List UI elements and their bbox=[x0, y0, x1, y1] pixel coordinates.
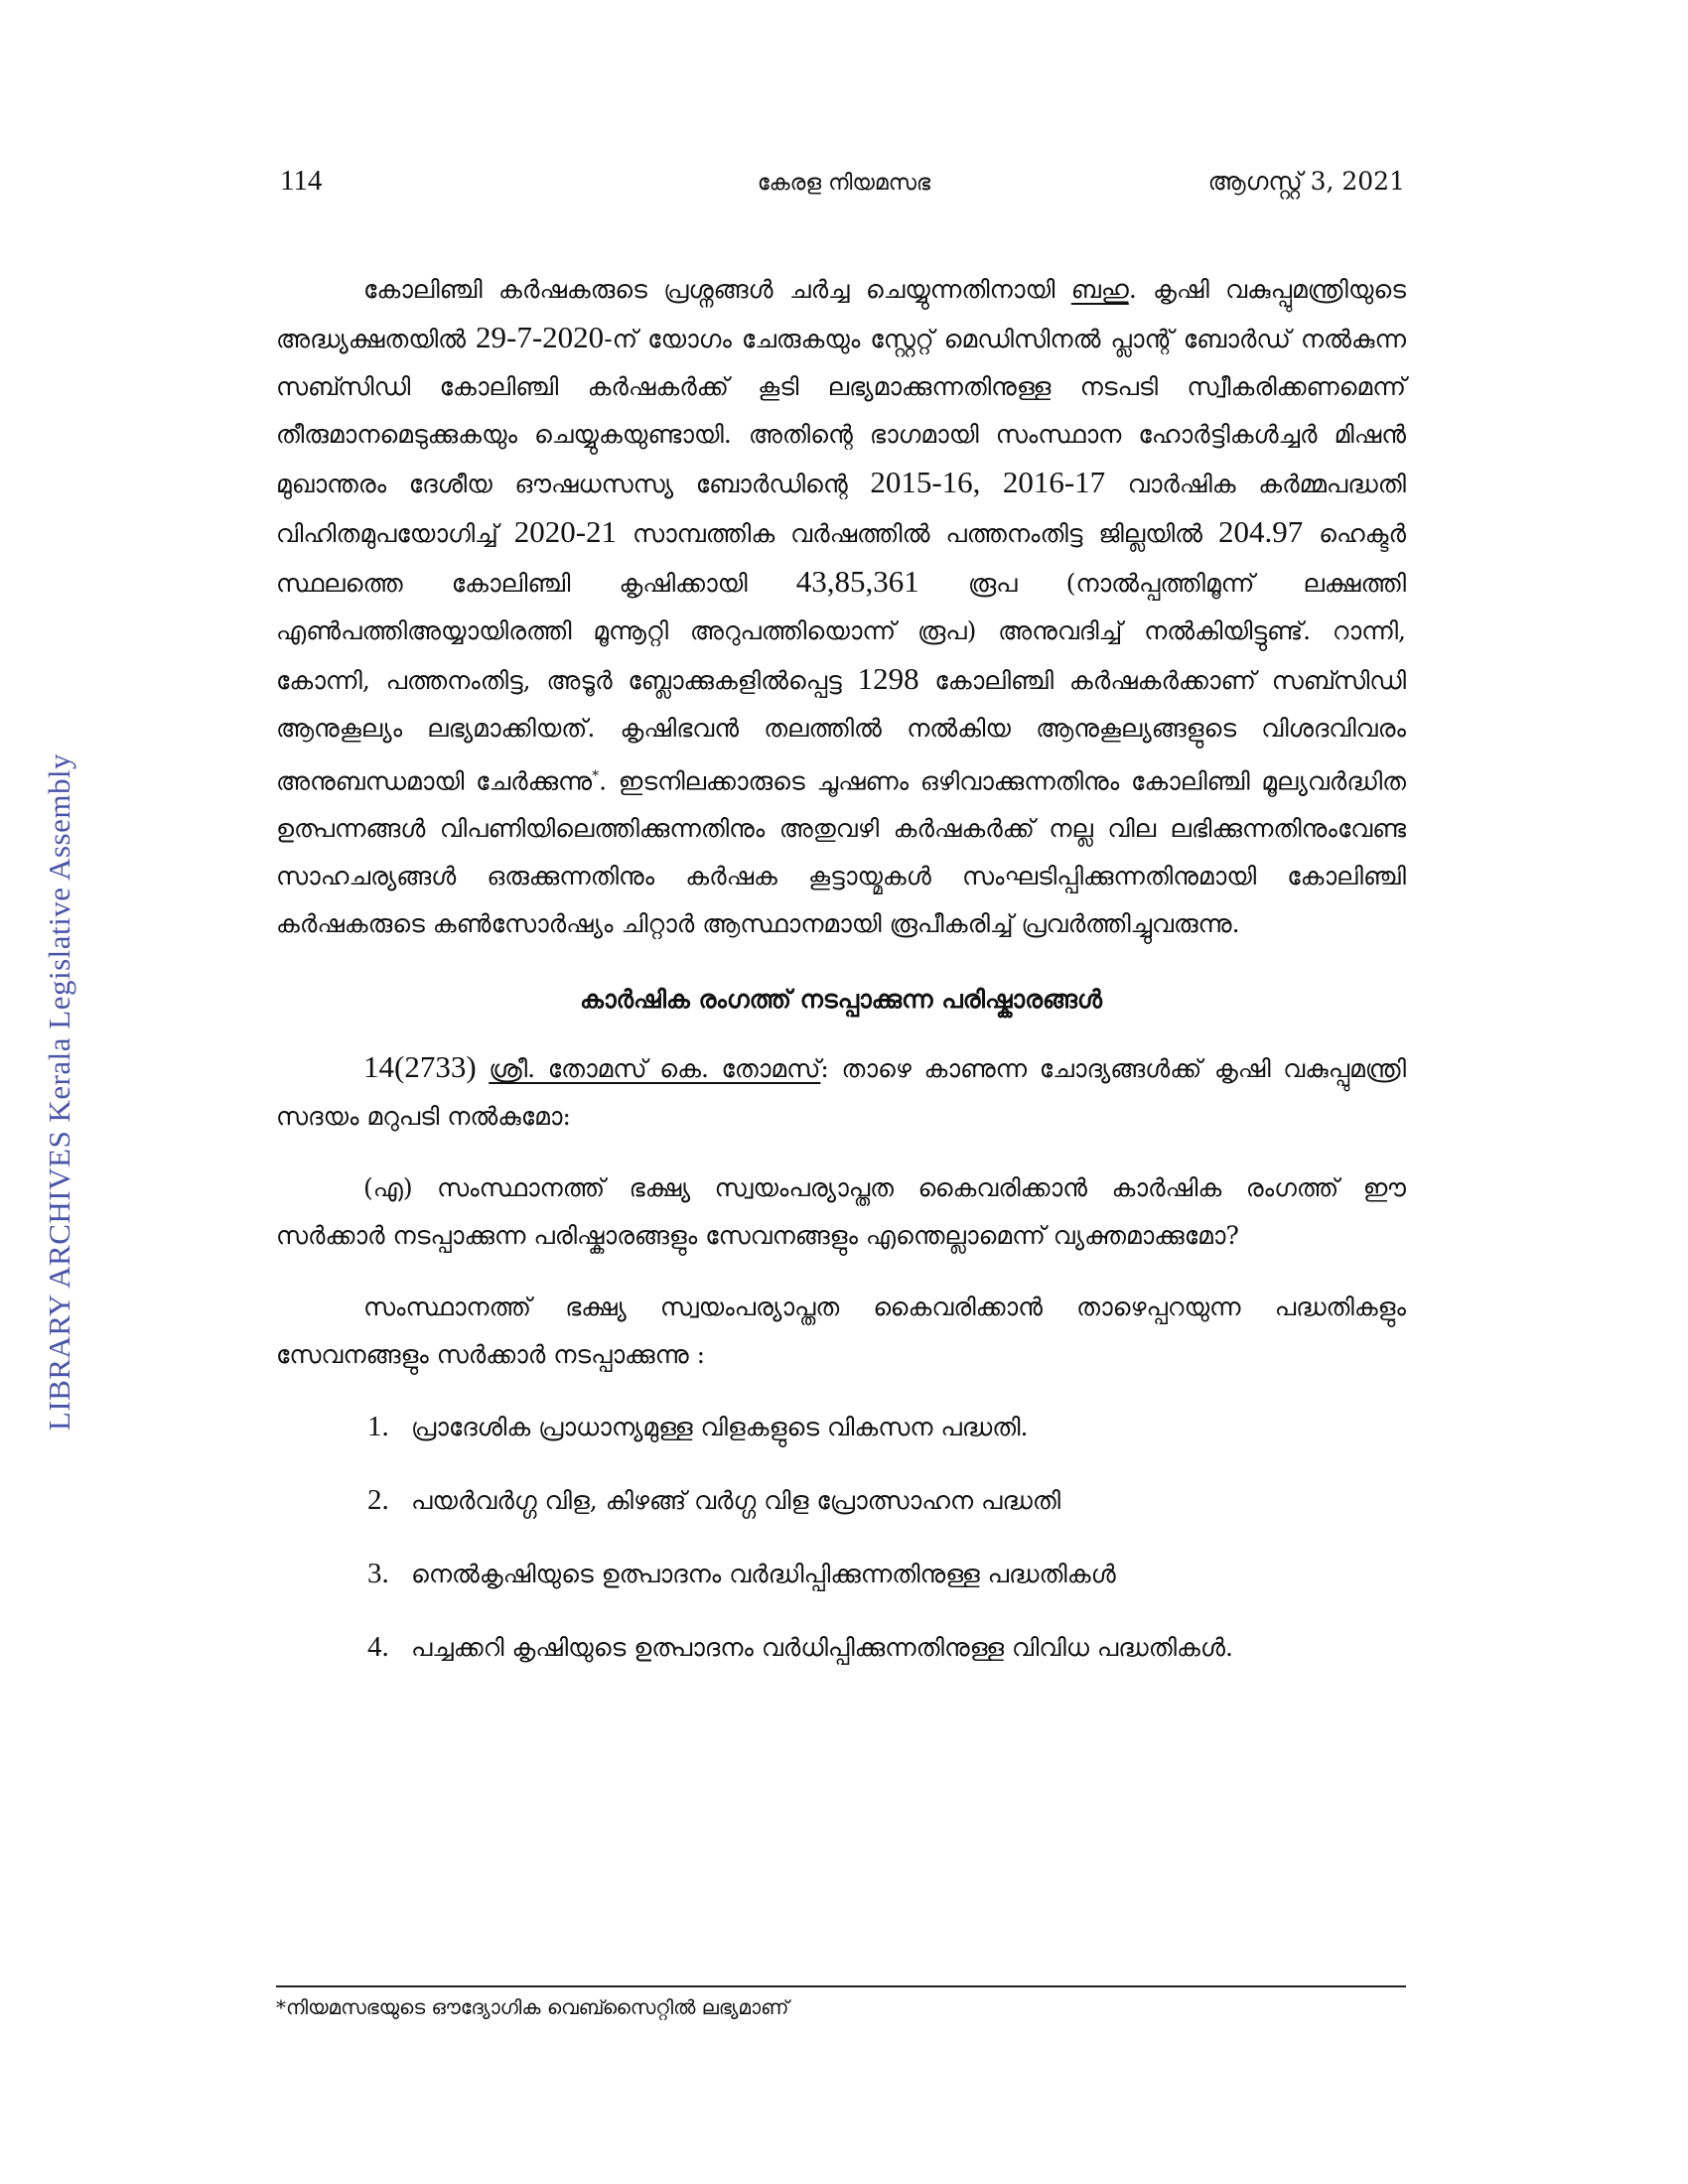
list-item: 4. പച്ചക്കറി കൃഷിയുടെ ഉത്പാദനം വർധിപ്പിക്കുന്നതിനുള്ള വിവിധ പദ്ധതികൾ. bbox=[367, 1631, 1233, 1664]
question-paragraph: 14(2733) ശ്രീ. തോമസ് കെ. തോമസ്: താഴെ കാണുന്ന ചോദ്യങ്ങൾക്ക് കൃഷി വകുപ്പുമന്ത്രി സദയം മറുപടി നൽകുമോ: bbox=[276, 1049, 1406, 1132]
list-item: 1. പ്രാദേശിക പ്രാധാന്യമുള്ള വിളകളുടെ വികസന പദ്ധതി. bbox=[367, 1411, 1029, 1443]
header-title: കേരള നിയമസഭ bbox=[757, 171, 931, 196]
question-member: ശ്രീ. തോമസ് കെ. തോമസ് bbox=[489, 1054, 821, 1084]
header-date: ആഗസ്റ്റ് 3, 2021 bbox=[1207, 167, 1405, 196]
paragraph-kolinji: കോലിഞ്ചി കർഷകരുടെ പ്രശ്നങ്ങൾ ചർച്ച ചെയ്യുന്നതിനായി ബഹു. കൃഷി വകുപ്പുമന്ത്രിയുടെ അദ്ധ്യക്ഷതയിൽ 29-7-2020-ന് യോഗം ചേരുകയും സ്റ്റേറ്റ് മെഡിസിനൽ പ്ലാന്റ് ബോർഡ് നൽകുന്ന സബ്സിഡി കോലിഞ്ചി കർഷകർക്ക് കൂടി ലഭ്യമാക്കുന്നതിനുള്ള നടപടി സ്വീകരിക്കണമെന്ന് തീരുമാനമെടുക്കുകയും ചെയ്യുകയുണ്ടായി. അതിന്റെ ഭാഗമായി സംസ്ഥാന ഹോർട്ടികൾച്ചർ മിഷൻ മുഖാന്തരം ദേശീയ ഔഷധസസ്യ ബോർഡിന്റെ 2015-16, 2016-17 വാർഷിക കർമ്മപദ്ധതി വിഹിതമുപയോഗിച്ച് 2020-21 സാമ്പത്തിക വർഷത്തിൽ പത്തനംതിട്ട ജില്ലയിൽ 204.97 ഹെക്ടർ സ്ഥലത്തെ കോലിഞ്ചി കൃഷിക്കായി 43,85,361 രൂപ (നാൽപ്പത്തിമൂന്ന് ലക്ഷത്തി എൺപത്തിഅയ്യായിരത്തി മൂന്നൂറ്റി അറുപത്തിയൊന്ന് രൂപ) അനുവദിച്ച് നൽകിയിട്ടുണ്ട്. റാന്നി, കോന്നി, പത്തനംതിട്ട, അടൂർ ബ്ലോക്കുകളിൽപ്പെട്ട 1298 കോലിഞ്ചി കർഷകർക്കാണ് സബ്സിഡി ആനുകൂല്യം ലഭ്യമാക്കിയത്. കൃഷിഭവൻ തലത്തിൽ നൽകിയ ആനുകൂല്യങ്ങളുടെ വിശദവിവരം അനുബന്ധമായി ചേർക്കുന്നു*. ഇടനിലക്കാരുടെ ചൂഷണം ഒഴിവാക്കുന്നതിനും കോലിഞ്ചി മൂല്യവർദ്ധിത ഉത്പന്നങ്ങൾ വിപണിയിലെത്തിക്കുന്നതിനും അതുവഴി കർഷകർക്ക് നല്ല വില ലഭിക്കുന്നതിനുംവേണ്ട സാഹചര്യങ്ങൾ ഒരുക്കുന്നതിനും കർഷക കൂട്ടായ്മകൾ സംഘടിപ്പിക്കുന്നതിനുമായി കോലിഞ്ചി കർഷകരുടെ കൺസോർഷ്യം ചിറ്റാർ ആസ്ഥാനമായി രൂപീകരിച്ച് പ്രവർത്തിച്ചുവരുന്നു. bbox=[276, 275, 1406, 939]
page-number: 114 bbox=[280, 165, 323, 197]
library-watermark: LIBRARY ARCHIVES Kerala Legislative Assembly bbox=[42, 752, 76, 1432]
sub-question-a: (എ) സംസ്ഥാനത്ത് ഭക്ഷ്യ സ്വയംപര്യാപ്തത കൈവരിക്കാൻ കാർഷിക രംഗത്ത് ഈ സർക്കാർ നടപ്പാക്കുന്ന പരിഷ്കാരങ്ങളും സേവനങ്ങളും എന്തെല്ലാമെന്ന് വ്യക്തമാക്കുമോ? bbox=[276, 1173, 1406, 1251]
answer-list bbox=[276, 1403, 1406, 1671]
footnote: *നിയമസഭയുടെ ഔദ്യോഗിക വെബ്സൈറ്റിൽ ലഭ്യമാണ് bbox=[276, 1995, 789, 2019]
document-body bbox=[276, 266, 1406, 1697]
footnote-divider bbox=[276, 1985, 1406, 1987]
question-number: 14(2733) bbox=[363, 1049, 477, 1085]
list-item: 2. പയർവർഗ്ഗ വിള, കിഴങ്ങ് വർഗ്ഗ വിള പ്രോത്സാഹന പദ്ധതി bbox=[367, 1484, 1061, 1517]
section-heading: കാർഷിക രംഗത്ത് നടപ്പാക്കുന്ന പരിഷ്കാരങ്ങൾ bbox=[580, 985, 1102, 1015]
list-item: 3. നെൽകൃഷിയുടെ ഉത്പാദനം വർദ്ധിപ്പിക്കുന്നതിനുള്ള പദ്ധതികൾ bbox=[367, 1558, 1116, 1590]
answer-intro: സംസ്ഥാനത്ത് ഭക്ഷ്യ സ്വയംപര്യാപ്തത കൈവരിക്കാൻ താഴെപ്പറയുന്ന പദ്ധതികളും സേവനങ്ങളും സർക്കാർ നടപ്പാക്കുന്നു : bbox=[276, 1293, 1406, 1370]
